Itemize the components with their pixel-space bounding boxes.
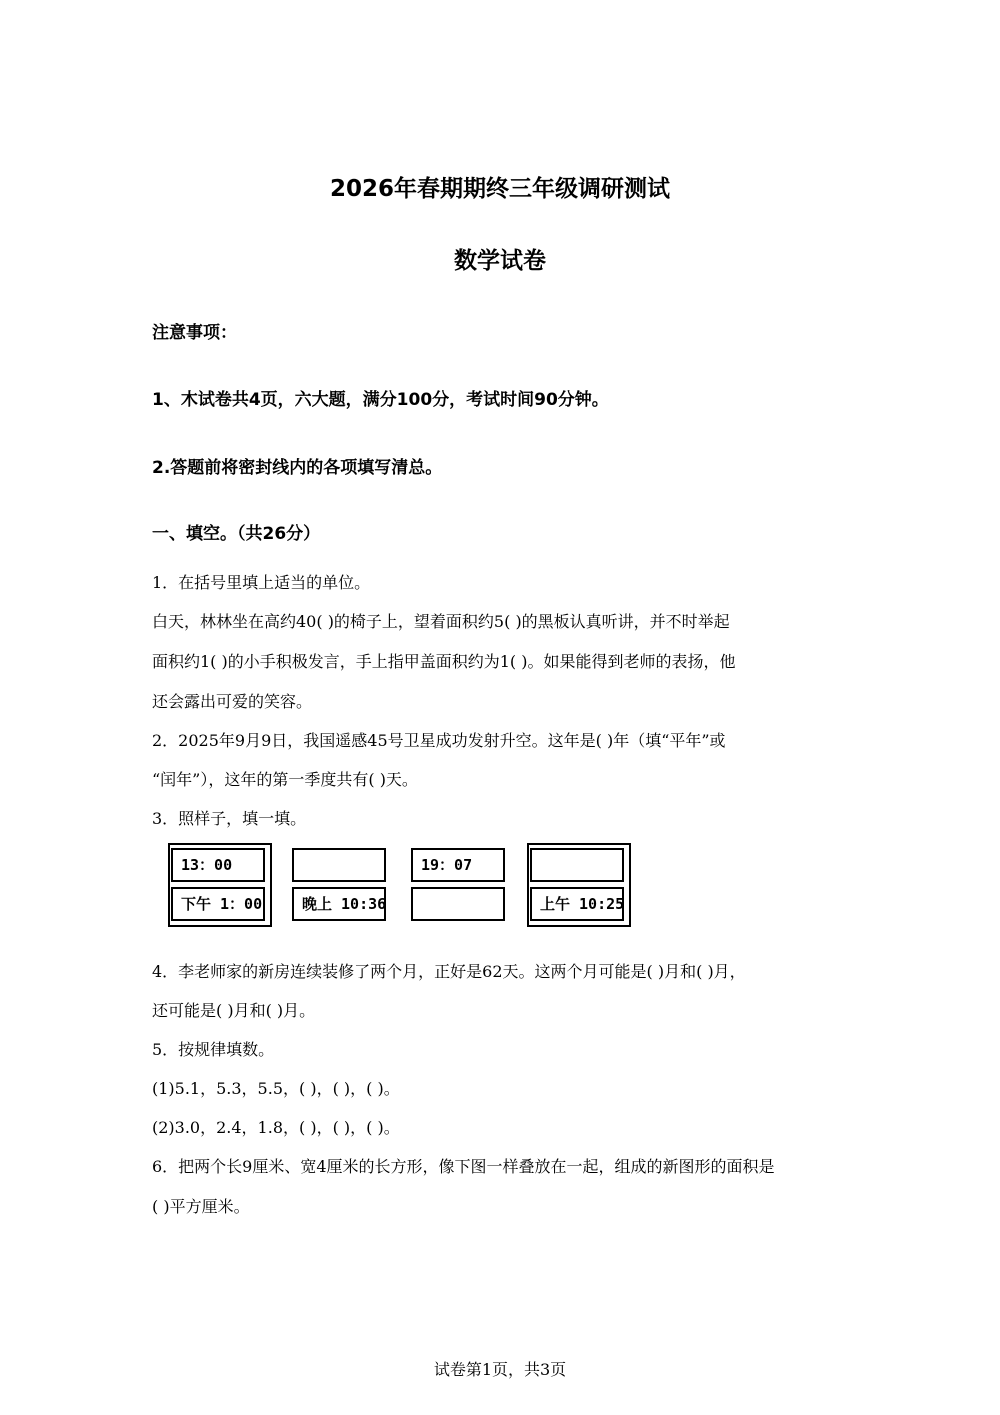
time-box-12h: 下午 1：00 [171,887,265,921]
exam-subtitle: 数学试卷 [454,248,546,274]
q1-stem: 1．在括号里填上适当的单位。 [152,573,371,592]
section-1-heading: 一、填空。（共26分） [152,524,321,544]
q5-line-2: (2)3.0，2.4，1.8，( )，( )，( )。 [152,1118,400,1137]
time-box-24h-blank [292,848,386,882]
clock-sample-group [171,846,271,926]
q5-line-1: (1)5.1，5.3，5.5，( )，( )，( )。 [152,1079,400,1098]
notice-item-1: 1、木试卷共4页，六大题，满分100分，考试时间90分钟。 [152,390,609,410]
exam-title: 2026年春期期终三年级调研测试 [329,176,670,202]
q1-line-2: 面积约1( )的小手积极发言，手上指甲盖面积约为1( )。如果能得到老师的表扬，他 [152,652,736,671]
clock-exercise-group [411,846,511,926]
q6-line-2: ( )平方厘米。 [152,1197,250,1216]
notice-item-2: 2.答题前将密封线内的各项填写清总。 [152,458,443,478]
q5-stem: 5．按规律填数。 [152,1040,275,1059]
page-footer: 试卷第1页，共3页 [433,1360,567,1379]
clock-exercise-group [530,846,630,926]
q2-line-1: 2．2025年9月9日，我国遥感45号卫星成功发射升空。这年是( )年（填“平年”或 [152,731,726,750]
q3-stem: 3．照样子，填一填。 [152,809,307,828]
time-box-12h: 晚上 10:36 [292,887,386,921]
q4-line-1: 4．李老师家的新房连续装修了两个月，正好是62天。这两个月可能是( )月和( )月， [152,962,746,981]
q2-line-2: “闰年”），这年的第一季度共有( )天。 [152,770,418,789]
time-box-12h-blank [411,887,505,921]
clock-conversion-figure [171,846,631,928]
q6-line-1: 6．把两个长9厘米、宽4厘米的长方形，像下图一样叠放在一起，组成的新图形的面积是 [152,1157,775,1176]
time-box-24h-blank [530,848,624,882]
clock-exercise-group [292,846,392,926]
time-box-12h: 上午 10:25 [530,887,624,921]
q4-line-2: 还可能是( )月和( )月。 [152,1001,316,1020]
time-box-24h: 19：07 [411,848,505,882]
q1-line-1: 白天，林林坐在高约40( )的椅子上，望着面积约5( )的黑板认真听讲，并不时举起 [152,612,730,631]
q1-line-3: 还会露出可爱的笑容。 [152,692,313,711]
time-box-24h: 13：00 [171,848,265,882]
notice-heading: 注意事项： [152,323,237,343]
